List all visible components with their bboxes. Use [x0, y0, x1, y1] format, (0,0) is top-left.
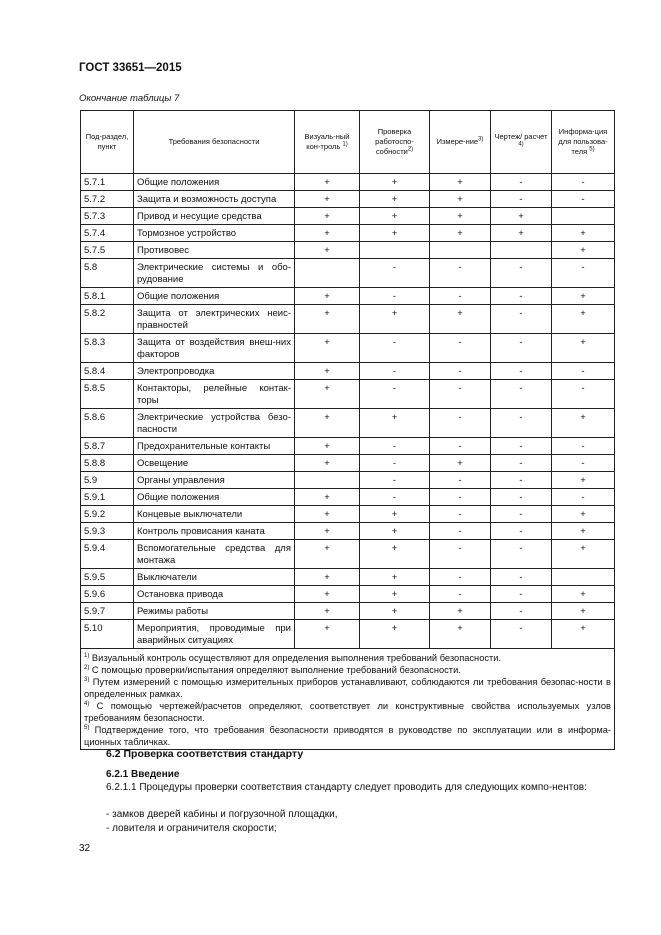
info-cell: - — [552, 191, 615, 208]
info-cell: + — [552, 225, 615, 242]
clause-cell: 5.7.5 — [81, 242, 134, 259]
clause-cell: 5.7.2 — [81, 191, 134, 208]
visual-cell: + — [295, 489, 360, 506]
visual-cell: + — [295, 540, 360, 569]
measure-cell: - — [430, 409, 491, 438]
clause-cell: 5.8.4 — [81, 363, 134, 380]
drawing-cell: + — [491, 208, 552, 225]
info-cell: - — [552, 174, 615, 191]
table-body — [81, 174, 615, 649]
table-row — [81, 288, 615, 305]
info-cell — [552, 569, 615, 586]
measure-cell: + — [430, 603, 491, 620]
clause-cell: 5.9.2 — [81, 506, 134, 523]
info-cell: + — [552, 603, 615, 620]
drawing-cell: + — [491, 225, 552, 242]
clause-cell: 5.9.4 — [81, 540, 134, 569]
check-cell: + — [360, 603, 430, 620]
table-row — [81, 489, 615, 506]
requirement-cell: Выключатели — [134, 569, 295, 586]
info-cell: + — [552, 409, 615, 438]
requirement-cell: Мероприятия, проводимые при аварийных ситуациях — [134, 620, 295, 649]
requirement-cell: Органы управления — [134, 472, 295, 489]
visual-cell: + — [295, 305, 360, 334]
drawing-cell: - — [491, 569, 552, 586]
check-cell: + — [360, 409, 430, 438]
requirement-cell: Предохранительные контакты — [134, 438, 295, 455]
standard-number: ГОСТ 33651—2015 — [79, 62, 182, 74]
section-paragraph: 6.2.1.1 Процедуры проверки соответствия стандарту следует проводить для следующих компо-нентов: — [106, 782, 587, 793]
drawing-cell: - — [491, 174, 552, 191]
requirement-cell: Защита от воздействия внеш-них факторов — [134, 334, 295, 363]
measure-cell: - — [430, 334, 491, 363]
drawing-cell: - — [491, 191, 552, 208]
requirement-cell: Электрические устройства безо-пасности — [134, 409, 295, 438]
footnote — [84, 676, 611, 700]
visual-cell: + — [295, 438, 360, 455]
requirement-cell: Остановка привода — [134, 586, 295, 603]
clause-cell: 5.8.8 — [81, 455, 134, 472]
table-row — [81, 620, 615, 649]
info-cell: - — [552, 455, 615, 472]
info-cell: + — [552, 334, 615, 363]
visual-cell: + — [295, 174, 360, 191]
info-cell: + — [552, 523, 615, 540]
footnote-text: С помощью проверки/испытания определяют выполнение требований безопасности. — [89, 665, 461, 675]
requirement-cell: Общие положения — [134, 288, 295, 305]
requirement-cell: Защита и возможность доступа — [134, 191, 295, 208]
requirement-cell: Общие положения — [134, 174, 295, 191]
check-cell: + — [360, 569, 430, 586]
header-clause: Под-раздел, пункт — [81, 111, 134, 174]
info-cell — [552, 208, 615, 225]
measure-cell: - — [430, 472, 491, 489]
header-check: Проверка работоспо-собности$^{2)}$ — [360, 111, 430, 174]
drawing-cell: - — [491, 305, 552, 334]
requirement-cell: Общие положения — [134, 489, 295, 506]
measure-cell: - — [430, 540, 491, 569]
visual-cell: + — [295, 523, 360, 540]
table-row — [81, 506, 615, 523]
table-row — [81, 363, 615, 380]
info-cell: + — [552, 305, 615, 334]
check-cell: - — [360, 455, 430, 472]
drawing-cell: - — [491, 409, 552, 438]
check-cell: - — [360, 288, 430, 305]
drawing-cell: - — [491, 363, 552, 380]
table-row — [81, 569, 615, 586]
drawing-cell: - — [491, 438, 552, 455]
check-cell: + — [360, 208, 430, 225]
requirement-cell: Защита от электрических неис-правностей — [134, 305, 295, 334]
visual-cell: + — [295, 506, 360, 523]
visual-cell: + — [295, 455, 360, 472]
info-cell: - — [552, 363, 615, 380]
visual-cell: + — [295, 225, 360, 242]
footnote-marker: 5) — [84, 724, 90, 731]
clause-cell: 5.8.3 — [81, 334, 134, 363]
visual-cell: + — [295, 208, 360, 225]
clause-cell: 5.8 — [81, 259, 134, 288]
requirement-cell: Электропроводка — [134, 363, 295, 380]
measure-cell: + — [430, 305, 491, 334]
table-row — [81, 242, 615, 259]
visual-cell — [295, 259, 360, 288]
footnote — [84, 664, 611, 676]
footnote-text: Визуальный контроль осуществляют для определения выполнения требований безопасности. — [89, 653, 502, 663]
measure-cell: - — [430, 489, 491, 506]
list-item: - замков дверей кабины и погрузочной площадки, — [106, 809, 338, 820]
drawing-cell: - — [491, 288, 552, 305]
check-cell: + — [360, 191, 430, 208]
check-cell: - — [360, 472, 430, 489]
check-cell: + — [360, 523, 430, 540]
table-row — [81, 334, 615, 363]
table-row — [81, 174, 615, 191]
header-requirement: Требования безопасности — [134, 111, 295, 174]
measure-cell: - — [430, 380, 491, 409]
check-cell: - — [360, 380, 430, 409]
list-item: - ловителя и ограничителя скорости; — [106, 822, 277, 834]
check-cell: + — [360, 225, 430, 242]
footnote-marker: 3) — [84, 676, 90, 683]
check-cell — [360, 242, 430, 259]
measure-cell: - — [430, 586, 491, 603]
info-cell: - — [552, 259, 615, 288]
clause-cell: 5.9.5 — [81, 569, 134, 586]
table-row — [81, 191, 615, 208]
requirement-cell: Электрические системы и обо-рудование — [134, 259, 295, 288]
visual-cell: + — [295, 569, 360, 586]
check-cell: - — [360, 363, 430, 380]
measure-cell: - — [430, 569, 491, 586]
clause-cell: 5.7.1 — [81, 174, 134, 191]
header-info: Информа-ция для пользова-теля $^{5)}$ — [552, 111, 615, 174]
check-cell: - — [360, 334, 430, 363]
clause-cell: 5.9.1 — [81, 489, 134, 506]
table-notes — [81, 649, 615, 750]
table-row — [81, 208, 615, 225]
header-measure: Измере-ние$^{3)}$ — [430, 111, 491, 174]
measure-cell: + — [430, 455, 491, 472]
page-number: 32 — [79, 843, 91, 854]
drawing-cell: - — [491, 380, 552, 409]
measure-cell: - — [430, 523, 491, 540]
info-cell: - — [552, 380, 615, 409]
measure-cell — [430, 242, 491, 259]
info-cell: + — [552, 506, 615, 523]
footnote-text: С помощью чертежей/расчетов определяют, соответствует ли конструктивные свойства используемых узлов требованиям безопасности. — [84, 701, 611, 723]
drawing-cell: - — [491, 620, 552, 649]
requirement-cell: Концевые выключатели — [134, 506, 295, 523]
clause-cell: 5.8.5 — [81, 380, 134, 409]
clause-cell: 5.9 — [81, 472, 134, 489]
check-cell: + — [360, 506, 430, 523]
measure-cell: - — [430, 438, 491, 455]
visual-cell: + — [295, 620, 360, 649]
requirement-cell: Тормозное устройство — [134, 225, 295, 242]
clause-cell: 5.8.6 — [81, 409, 134, 438]
measure-cell: + — [430, 620, 491, 649]
visual-cell: + — [295, 334, 360, 363]
table-row — [81, 586, 615, 603]
visual-cell: + — [295, 242, 360, 259]
table-row — [81, 540, 615, 569]
info-cell: + — [552, 540, 615, 569]
visual-cell: + — [295, 191, 360, 208]
visual-cell: + — [295, 586, 360, 603]
table-row — [81, 409, 615, 438]
check-cell: - — [360, 438, 430, 455]
drawing-cell: - — [491, 259, 552, 288]
measure-cell: + — [430, 208, 491, 225]
section-heading: 6.2 Проверка соответствия стандарту — [106, 748, 304, 760]
footnote-marker: 1) — [84, 652, 90, 659]
requirement-cell: Противовес — [134, 242, 295, 259]
drawing-cell: - — [491, 334, 552, 363]
drawing-cell — [491, 242, 552, 259]
visual-cell: + — [295, 288, 360, 305]
info-cell: + — [552, 288, 615, 305]
clause-cell: 5.8.1 — [81, 288, 134, 305]
requirement-cell: Контакторы, релейные контак-торы — [134, 380, 295, 409]
clause-cell: 5.7.4 — [81, 225, 134, 242]
info-cell: - — [552, 489, 615, 506]
visual-cell: + — [295, 409, 360, 438]
subsection-heading: 6.2.1 Введение — [106, 769, 180, 780]
clause-cell: 5.8.2 — [81, 305, 134, 334]
check-cell: + — [360, 540, 430, 569]
table-row — [81, 259, 615, 288]
visual-cell: + — [295, 380, 360, 409]
measure-cell: + — [430, 174, 491, 191]
notes-row — [81, 649, 615, 750]
check-cell: + — [360, 586, 430, 603]
table-row — [81, 225, 615, 242]
footnote — [84, 652, 611, 664]
table-row — [81, 438, 615, 455]
info-cell: + — [552, 242, 615, 259]
requirements-table — [80, 110, 615, 750]
check-cell: - — [360, 259, 430, 288]
visual-cell — [295, 472, 360, 489]
drawing-cell: - — [491, 540, 552, 569]
table-row — [81, 305, 615, 334]
requirement-cell: Режимы работы — [134, 603, 295, 620]
check-cell: - — [360, 489, 430, 506]
drawing-cell: - — [491, 472, 552, 489]
table-row — [81, 472, 615, 489]
requirement-cell: Освещение — [134, 455, 295, 472]
clause-cell: 5.9.7 — [81, 603, 134, 620]
header-visual: Визуаль-ный кон-троль $^{1)}$ — [295, 111, 360, 174]
check-cell: + — [360, 620, 430, 649]
drawing-cell: - — [491, 489, 552, 506]
table-caption: Окончание таблицы 7 — [79, 93, 180, 104]
footnote — [84, 700, 611, 724]
clause-cell: 5.9.6 — [81, 586, 134, 603]
clause-cell: 5.8.7 — [81, 438, 134, 455]
footnote-text: Путем измерений с помощью измерительных приборов устанавливают, соблюдаются ли требования безопас-ности в определенных рамках. — [84, 677, 611, 699]
clause-cell: 5.9.3 — [81, 523, 134, 540]
drawing-cell: - — [491, 523, 552, 540]
visual-cell: + — [295, 603, 360, 620]
header-drawing: Чертеж/ расчет $^{4)}$ — [491, 111, 552, 174]
table-row — [81, 455, 615, 472]
measure-cell: - — [430, 506, 491, 523]
check-cell: + — [360, 305, 430, 334]
table-row — [81, 380, 615, 409]
table-row — [81, 603, 615, 620]
info-cell: + — [552, 620, 615, 649]
info-cell: - — [552, 438, 615, 455]
footnote-marker: 2) — [84, 664, 90, 671]
visual-cell: + — [295, 363, 360, 380]
drawing-cell: - — [491, 506, 552, 523]
table-row — [81, 523, 615, 540]
measure-cell: - — [430, 363, 491, 380]
footnote-text: Подтверждение того, что требования безопасности приводятся в руководстве по эксплуатации или в информа-ционных табличках. — [84, 725, 611, 747]
measure-cell: + — [430, 191, 491, 208]
requirement-cell: Контроль провисания каната — [134, 523, 295, 540]
drawing-cell: - — [491, 586, 552, 603]
info-cell: + — [552, 472, 615, 489]
requirement-cell: Привод и несущие средства — [134, 208, 295, 225]
measure-cell: - — [430, 288, 491, 305]
info-cell: + — [552, 586, 615, 603]
requirement-cell: Вспомогательные средства для монтажа — [134, 540, 295, 569]
check-cell: + — [360, 174, 430, 191]
clause-cell: 5.10 — [81, 620, 134, 649]
measure-cell: - — [430, 259, 491, 288]
measure-cell: + — [430, 225, 491, 242]
table-header-row — [81, 111, 615, 174]
drawing-cell: - — [491, 455, 552, 472]
footnote-marker: 4) — [84, 700, 90, 707]
drawing-cell: - — [491, 603, 552, 620]
footnote — [84, 724, 611, 748]
clause-cell: 5.7.3 — [81, 208, 134, 225]
component-list — [106, 808, 338, 835]
